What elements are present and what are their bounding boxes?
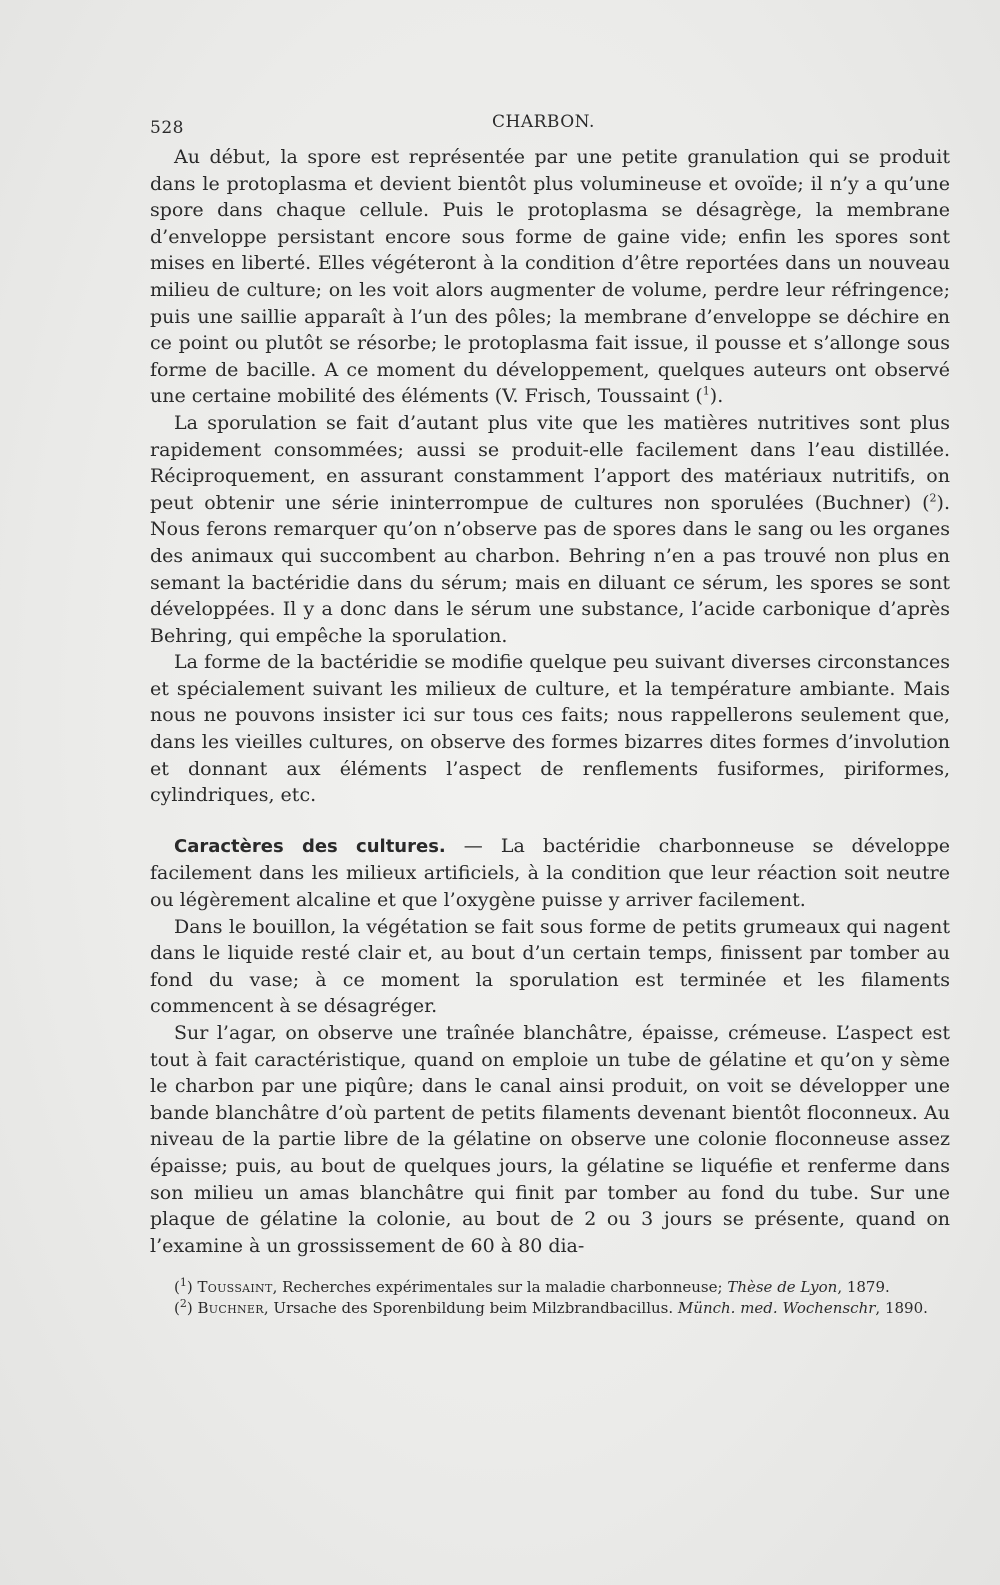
footnote-ref[interactable]: 2: [929, 491, 937, 505]
paragraph-bouillon: Dans le bouillon, la végétation se fait sous forme de petits grumeaux qui nagent dans le liquide resté clair et, au bout d’un certain temps, finissent par tomber au fond du vase; à ce moment la sporulation est terminée et les filaments commencent à se désagréger.: [150, 915, 950, 1018]
footnote-ref[interactable]: 1: [702, 385, 710, 399]
page-content: [150, 112, 950, 1319]
footnote-2: ($^2$) Buchner, Ursache des Sporenbildung beim Milzbrandbacillus. Münch. med. Wochenschr, 1890.: [174, 1297, 928, 1318]
paragraph-agar: Sur l’agar, on observe une traînée blanchâtre, épaisse, crémeuse. L’aspect est tout à fait caractéristique, quand on emploie un tube de gélatine et qu’on y sème le charbon par une piqûre; dans le canal ainsi produit, on voit se développer une bande blanchâtre d’où partent de petits filaments devenant bientôt floconneux. Au niveau de la partie libre de la gélatine on observe une colonie floconneuse assez épaisse; puis, au bout de quelques jours, la gélatine se liquéfie et renferme dans son milieu un amas blanchâtre qui finit par tomber au fond du tube. Sur une plaque de gélatine la colonie, au bout de 2 ou 3 jours se présente, quand on l’examine à un grossissement de 60 à 80 dia-: [150, 1022, 950, 1257]
page-number: 528: [150, 118, 184, 138]
footnote-author: Toussaint: [197, 1278, 273, 1297]
footnotes: [150, 1277, 950, 1319]
section-title: Caractères des cultures.: [174, 835, 446, 857]
paragraph-involution-forms: La forme de la bactéridie se modifie quelque peu suivant diverses circonstances et spécialement suivant les milieux de culture, et la température ambiante. Mais nous ne pouvons insister ici sur tous ces faits; nous rappellerons seulement que, dans les vieilles cultures, on observe des formes bizarres dites formes d’involution et donnant aux éléments l’aspect de renflements fusiformes, piriformes, cylindriques, etc.: [150, 651, 950, 807]
paragraph-spore-development: Au début, la spore est représentée par une petite granulation qui se produit dans le protoplasma et devient bientôt plus volumineuse et ovoïde; il n’y a qu’une spore dans chaque cellule. Puis le protoplasma se désagrège, la membrane d’enveloppe persistant encore sous forme de gaine vide; enfin les spores sont mises en liberté. Elles végéteront à la condition d’être reportées dans un nouveau milieu de culture; on les voit alors augmenter de volume, perdre leur réfringence; puis une saillie apparaît à l’un des pôles; la membrane d’enveloppe se déchire en ce point ou plutôt se résorbe; le protoplasma fait issue, il pousse et s’allonge sous forme de bacille. A ce moment du développement, quelques auteurs ont observé une certaine mobilité des éléments (V. Frisch, Toussaint ($^1$).: [150, 146, 950, 408]
running-head: [150, 112, 950, 144]
paragraph-sporulation: La sporulation se fait d’autant plus vite que les matières nutritives sont plus rapidement consommées; aussi se produit-elle facilement dans l’eau distillée. Réciproquement, en assurant constamment l’apport des matériaux nutritifs, on peut obtenir une série ininterrompue de cultures non sporulées (Buchner) ($^2$). Nous ferons remarquer qu’on n’observe pas de spores dans le sang ou les organes des animaux qui succombent au charbon. Behring n’en a pas trouvé non plus en semant la bactéridie dans du sérum; mais en diluant ce sérum, les spores se sont développées. Il y a donc dans le sérum une substance, l’acide carbonique d’après Behring, qui empêche la sporulation.: [150, 411, 950, 647]
section-paragraph-cultures: Caractères des cultures. — La bactéridie charbonneuse se développe facilement dans les milieux artificiels, à la condition que leur réaction soit neutre ou légèrement alcaline et que l’oxygène puisse y arriver facilement.: [150, 834, 950, 912]
footnote-author: Buchner: [197, 1299, 264, 1318]
footnote-1: ($^1$) Toussaint, Recherches expérimentales sur la maladie charbonneuse; Thèse de Lyon, 1879.: [174, 1276, 890, 1297]
running-title: CHARBON.: [492, 112, 595, 132]
